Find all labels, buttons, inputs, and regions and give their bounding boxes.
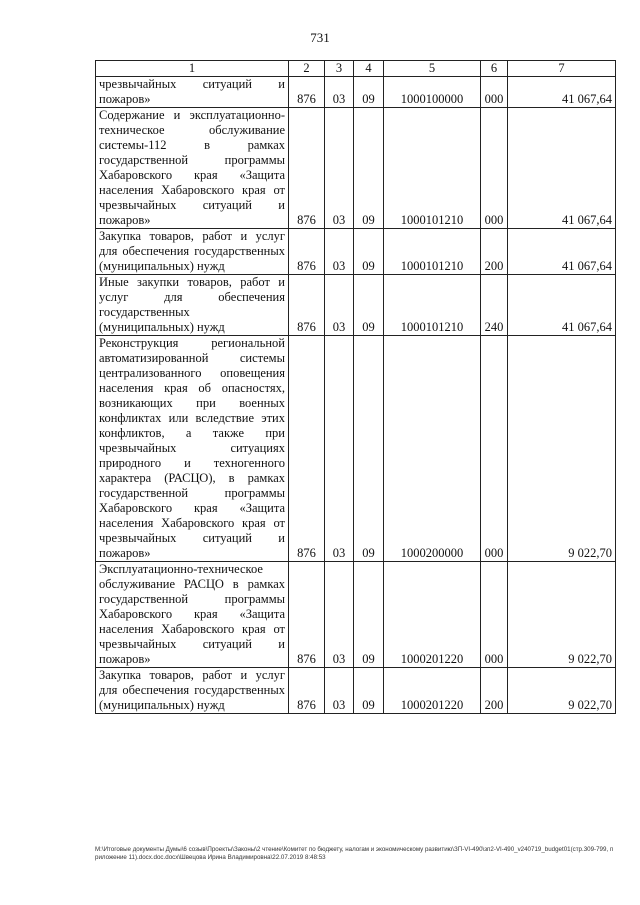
subsection-code: 09 — [354, 229, 384, 275]
subsection-code: 09 — [354, 108, 384, 229]
expense-type-code: 000 — [481, 562, 508, 668]
table-row — [96, 668, 616, 714]
column-header: 7 — [508, 61, 616, 77]
table-row — [96, 229, 616, 275]
ministry-code: 876 — [289, 562, 325, 668]
column-header: 4 — [354, 61, 384, 77]
section-code: 03 — [325, 275, 354, 336]
row-name: чрезвычайных ситуаций и пожаров» — [96, 77, 289, 108]
target-code: 1000101210 — [384, 108, 481, 229]
subsection-code: 09 — [354, 275, 384, 336]
ministry-code: 876 — [289, 108, 325, 229]
row-name: Содержание и эксплуатационно-техническое обслуживание системы-112 в рамках государственной программы Хабаровского края «Защита населения Хабаровского края от чрезвычайных ситуаций и пожаров» — [96, 108, 289, 229]
section-code: 03 — [325, 336, 354, 562]
amount: 41 067,64 — [508, 108, 616, 229]
ministry-code: 876 — [289, 668, 325, 714]
section-code: 03 — [325, 562, 354, 668]
section-code: 03 — [325, 108, 354, 229]
column-header: 1 — [96, 61, 289, 77]
table-row — [96, 108, 616, 229]
expense-type-code: 240 — [481, 275, 508, 336]
column-header: 2 — [289, 61, 325, 77]
row-name: Реконструкция региональной автоматизированной системы централизованного оповещения населения края об опасностях, возникающих при военных конфликтах или вследствие этих конфликтов, а также при чрезвычайных ситуациях природного и техногенного характера (РАСЦО), в рамках государственной программы Хабаровского края «Защита населения Хабаровского края от чрезвычайных ситуаций и пожаров» — [96, 336, 289, 562]
row-name: Закупка товаров, работ и услуг для обеспечения государственных (муниципальных) нужд — [96, 668, 289, 714]
table-row — [96, 77, 616, 108]
footer-file-path: M:\Итоговые документы Думы\6 созыв\Проекты\Законы\2 чтение\Комитет по бюджету, налогам и экономическому развитию\ЗП-VI-490\зп2-VI-490_v240719_budget01(стр.309-799, приложение 11).docx.doc.docx\Швецова Ирина Владимировна\22.07.2019 8:48:53 — [95, 846, 614, 861]
page-number: 731 — [310, 30, 330, 45]
target-code: 1000101210 — [384, 229, 481, 275]
row-name: Эксплуатационно-техническое обслуживание РАСЦО в рамках государственной программы Хабаровского края «Защита населения Хабаровского края от чрезвычайных ситуаций и пожаров» — [96, 562, 289, 668]
amount: 41 067,64 — [508, 275, 616, 336]
section-code: 03 — [325, 668, 354, 714]
target-code: 1000100000 — [384, 77, 481, 108]
amount: 9 022,70 — [508, 668, 616, 714]
section-code: 03 — [325, 77, 354, 108]
expense-type-code: 200 — [481, 229, 508, 275]
table-row — [96, 336, 616, 562]
row-name: Иные закупки товаров, работ и услуг для обеспечения государственных (муниципальных) нужд — [96, 275, 289, 336]
ministry-code: 876 — [289, 229, 325, 275]
row-name: Закупка товаров, работ и услуг для обеспечения государственных (муниципальных) нужд — [96, 229, 289, 275]
section-code: 03 — [325, 229, 354, 275]
expense-type-code: 000 — [481, 336, 508, 562]
column-header: 5 — [384, 61, 481, 77]
ministry-code: 876 — [289, 77, 325, 108]
subsection-code: 09 — [354, 562, 384, 668]
subsection-code: 09 — [354, 668, 384, 714]
amount: 9 022,70 — [508, 336, 616, 562]
ministry-code: 876 — [289, 275, 325, 336]
header-row — [96, 61, 616, 77]
target-code: 1000201220 — [384, 668, 481, 714]
target-code: 1000200000 — [384, 336, 481, 562]
amount: 41 067,64 — [508, 229, 616, 275]
target-code: 1000101210 — [384, 275, 481, 336]
amount: 41 067,64 — [508, 77, 616, 108]
target-code: 1000201220 — [384, 562, 481, 668]
column-header: 3 — [325, 61, 354, 77]
subsection-code: 09 — [354, 77, 384, 108]
budget-table — [95, 60, 616, 714]
amount: 9 022,70 — [508, 562, 616, 668]
subsection-code: 09 — [354, 336, 384, 562]
expense-type-code: 200 — [481, 668, 508, 714]
table-row — [96, 562, 616, 668]
column-header: 6 — [481, 61, 508, 77]
expense-type-code: 000 — [481, 108, 508, 229]
ministry-code: 876 — [289, 336, 325, 562]
expense-type-code: 000 — [481, 77, 508, 108]
table-row — [96, 275, 616, 336]
